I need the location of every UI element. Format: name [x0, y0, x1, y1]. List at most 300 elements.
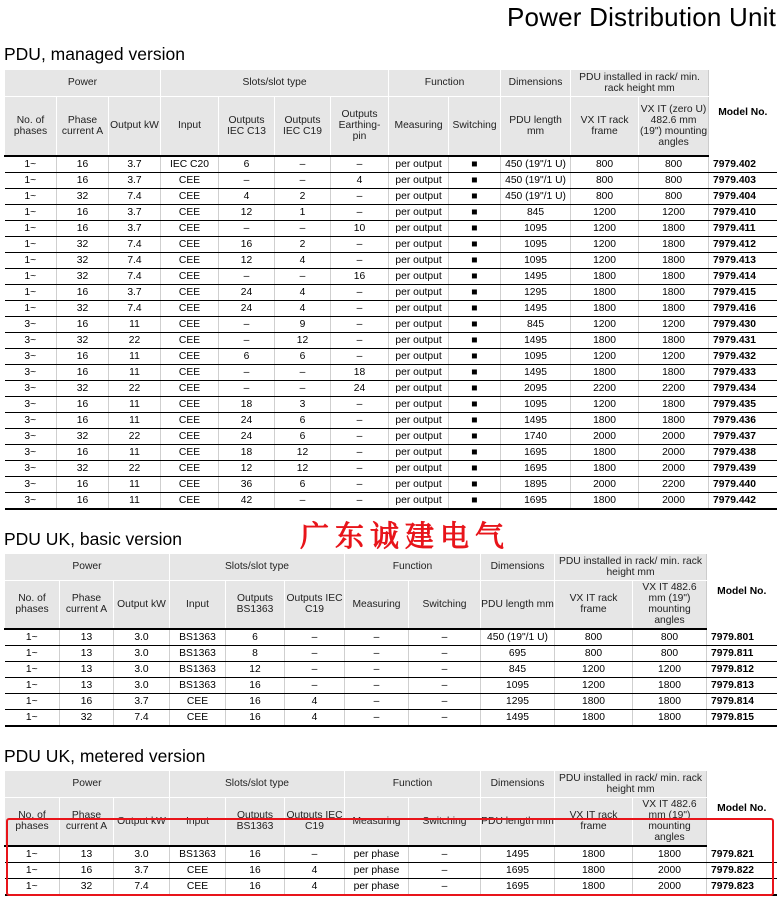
header-outputs-bs1363: Outputs BS1363 — [226, 797, 285, 846]
table-cell: 16 — [226, 863, 285, 879]
table-cell: 1800 — [571, 461, 639, 477]
table-row — [5, 397, 777, 413]
model-number-cell: 7979.434 — [709, 381, 777, 397]
table-cell: 32 — [57, 269, 109, 285]
section-title-uk-metered: PDU UK, metered version — [4, 746, 206, 766]
table-cell: 1800 — [555, 863, 633, 879]
table-cell: BS1363 — [170, 662, 226, 678]
header-switching: Switching — [449, 96, 501, 156]
table-row — [5, 189, 777, 205]
table-cell: – — [331, 413, 389, 429]
table-cell: 3.7 — [114, 863, 170, 879]
table-cell: 3.7 — [109, 221, 161, 237]
table-cell: CEE — [170, 863, 226, 879]
table-cell: 2000 — [633, 863, 707, 879]
table-row — [5, 173, 777, 189]
table-cell: 845 — [501, 317, 571, 333]
table-cell: BS1363 — [170, 846, 226, 863]
table-cell: IEC C20 — [161, 156, 219, 173]
model-number-cell: 7979.822 — [707, 863, 777, 879]
table-cell: per output — [389, 173, 449, 189]
table-cell: 1800 — [555, 694, 633, 710]
table-cell: CEE — [161, 493, 219, 510]
model-number-cell: 7979.812 — [707, 662, 777, 678]
table-row — [5, 237, 777, 253]
table-cell: 4 — [285, 710, 345, 727]
model-number-cell: 7979.412 — [709, 237, 777, 253]
table-cell: 1800 — [555, 879, 633, 896]
header-outputs-c19: Outputs IEC C19 — [285, 797, 345, 846]
table-cell: – — [345, 662, 409, 678]
table-cell: 16 — [57, 445, 109, 461]
table-cell: per output — [389, 301, 449, 317]
table-cell: 16 — [57, 413, 109, 429]
table-cell: – — [331, 189, 389, 205]
table-cell: per phase — [345, 863, 409, 879]
header-outputs-bs1363: Outputs BS1363 — [226, 580, 285, 629]
table-cell: ■ — [449, 381, 501, 397]
managed-table — [4, 70, 777, 510]
table-cell: 16 — [226, 879, 285, 896]
table-row — [5, 493, 777, 510]
table-cell: 450 (19"/1 U) — [501, 189, 571, 205]
table-cell: 1095 — [501, 237, 571, 253]
table-cell: 1200 — [571, 205, 639, 221]
table-cell: per output — [389, 397, 449, 413]
table-cell: 16 — [57, 173, 109, 189]
table-cell: 24 — [219, 413, 275, 429]
table-cell: – — [331, 349, 389, 365]
table-cell: 7.4 — [109, 237, 161, 253]
table-cell: 11 — [109, 317, 161, 333]
table-row — [5, 301, 777, 317]
table-cell: 10 — [331, 221, 389, 237]
table-cell: 32 — [57, 461, 109, 477]
table-cell: CEE — [161, 317, 219, 333]
group-power: Power — [5, 70, 161, 96]
model-number-cell: 7979.801 — [707, 629, 777, 646]
table-cell: 16 — [226, 710, 285, 727]
table-row — [5, 629, 777, 646]
header-output-kw: Output kW — [114, 580, 170, 629]
model-number-cell: 7979.813 — [707, 678, 777, 694]
table-row — [5, 846, 777, 863]
table-row — [5, 445, 777, 461]
header-phases: No. of phases — [5, 797, 60, 846]
table-cell: – — [219, 333, 275, 349]
table-cell: 3~ — [5, 365, 57, 381]
header-output-kw: Output kW — [109, 96, 161, 156]
table-cell: – — [331, 445, 389, 461]
table-cell: 1800 — [639, 237, 709, 253]
table-row — [5, 156, 777, 173]
header-output-kw: Output kW — [114, 797, 170, 846]
table-cell: 800 — [633, 629, 707, 646]
table-cell: 24 — [331, 381, 389, 397]
table-cell: – — [409, 710, 481, 727]
table-cell: 11 — [109, 413, 161, 429]
table-cell: CEE — [161, 349, 219, 365]
table-cell: per output — [389, 477, 449, 493]
table-cell: 450 (19"/1 U) — [501, 156, 571, 173]
table-cell: 9 — [275, 317, 331, 333]
table-cell: 1~ — [5, 710, 60, 727]
table-cell: CEE — [161, 413, 219, 429]
table-cell: 1295 — [481, 694, 555, 710]
table-cell: 1495 — [501, 333, 571, 349]
table-cell: 1~ — [5, 285, 57, 301]
table-cell: 3~ — [5, 477, 57, 493]
group-slots: Slots/slot type — [170, 554, 345, 580]
table-cell: – — [409, 863, 481, 879]
table-cell: 4 — [219, 189, 275, 205]
table-cell: 1800 — [633, 694, 707, 710]
group-function: Function — [345, 554, 481, 580]
table-cell: 1800 — [571, 269, 639, 285]
table-cell: 6 — [275, 413, 331, 429]
table-cell: per output — [389, 156, 449, 173]
table-cell: – — [275, 493, 331, 510]
table-cell: ■ — [449, 317, 501, 333]
table-cell: 3~ — [5, 317, 57, 333]
table-cell: 1~ — [5, 863, 60, 879]
table-cell: – — [275, 269, 331, 285]
table-cell: 800 — [555, 629, 633, 646]
table-row — [5, 863, 777, 879]
header-phase-current: Phase current A — [60, 580, 114, 629]
table-cell: 1800 — [639, 333, 709, 349]
table-cell: – — [285, 646, 345, 662]
table-cell: 1800 — [571, 445, 639, 461]
table-row — [5, 662, 777, 678]
table-cell: per output — [389, 189, 449, 205]
table-cell: 6 — [275, 477, 331, 493]
table-cell: 12 — [219, 253, 275, 269]
table-cell: – — [409, 678, 481, 694]
model-number-cell: 7979.442 — [709, 493, 777, 510]
table-cell: 32 — [57, 301, 109, 317]
table-cell: 1~ — [5, 301, 57, 317]
table-row — [5, 205, 777, 221]
table-cell: 1200 — [639, 317, 709, 333]
table-cell: per phase — [345, 879, 409, 896]
table-cell: CEE — [161, 301, 219, 317]
table-cell: 1800 — [633, 710, 707, 727]
table-cell: 3.7 — [109, 156, 161, 173]
table-cell: 1200 — [555, 678, 633, 694]
table-cell: 7.4 — [114, 710, 170, 727]
table-cell: 3.7 — [109, 285, 161, 301]
table-row — [5, 694, 777, 710]
table-cell: 16 — [57, 317, 109, 333]
table-cell: 1~ — [5, 269, 57, 285]
table-cell: 3~ — [5, 397, 57, 413]
table-cell: 11 — [109, 445, 161, 461]
table-cell: 4 — [285, 694, 345, 710]
table-cell: 7.4 — [109, 189, 161, 205]
table-cell: per output — [389, 413, 449, 429]
table-cell: – — [331, 333, 389, 349]
table-cell: 2200 — [639, 477, 709, 493]
table-cell: 2 — [275, 189, 331, 205]
table-cell: 1~ — [5, 156, 57, 173]
table-cell: per output — [389, 333, 449, 349]
table-cell: 32 — [57, 237, 109, 253]
table-cell: 800 — [639, 173, 709, 189]
table-cell: – — [275, 156, 331, 173]
table-cell: CEE — [161, 445, 219, 461]
table-cell: 16 — [57, 397, 109, 413]
header-model-no: Model No. — [709, 70, 777, 156]
header-measuring: Measuring — [345, 797, 409, 846]
model-number-cell: 7979.403 — [709, 173, 777, 189]
header-input: Input — [170, 580, 226, 629]
table-cell: 11 — [109, 349, 161, 365]
table-cell: per output — [389, 317, 449, 333]
model-number-cell: 7979.811 — [707, 646, 777, 662]
table-cell: – — [275, 381, 331, 397]
table-cell: 1~ — [5, 846, 60, 863]
table-cell: – — [331, 317, 389, 333]
table-cell: 16 — [226, 846, 285, 863]
table-cell: – — [331, 285, 389, 301]
table-cell: 4 — [285, 863, 345, 879]
group-slots: Slots/slot type — [170, 771, 345, 797]
model-number-cell: 7979.440 — [709, 477, 777, 493]
table-cell: BS1363 — [170, 678, 226, 694]
table-cell: 3.7 — [109, 173, 161, 189]
table-cell: 1800 — [639, 301, 709, 317]
table-cell: 1200 — [639, 205, 709, 221]
table-cell: 1495 — [501, 301, 571, 317]
table-cell: 800 — [639, 156, 709, 173]
table-cell: 1095 — [501, 221, 571, 237]
table-cell: 13 — [60, 629, 114, 646]
header-input: Input — [170, 797, 226, 846]
table-cell: per output — [389, 429, 449, 445]
table-cell: CEE — [161, 285, 219, 301]
table-cell: 1800 — [633, 846, 707, 863]
table-cell: – — [219, 381, 275, 397]
table-cell: 800 — [555, 646, 633, 662]
table-cell: – — [409, 629, 481, 646]
table-cell: ■ — [449, 189, 501, 205]
table-cell: ■ — [449, 349, 501, 365]
table-cell: CEE — [170, 879, 226, 896]
model-number-cell: 7979.823 — [707, 879, 777, 896]
header-pdu-length: PDU length mm — [481, 797, 555, 846]
table-cell: 32 — [57, 429, 109, 445]
table-cell: 1495 — [501, 413, 571, 429]
table-cell: 800 — [633, 646, 707, 662]
table-row — [5, 429, 777, 445]
header-switching: Switching — [409, 797, 481, 846]
table-cell: 6 — [226, 629, 285, 646]
table-cell: 3.7 — [109, 205, 161, 221]
table-cell: 22 — [109, 333, 161, 349]
table-cell: 1695 — [481, 879, 555, 896]
table-cell: 1200 — [571, 221, 639, 237]
table-cell: 2000 — [639, 429, 709, 445]
table-cell: 16 — [219, 237, 275, 253]
table-cell: 800 — [639, 189, 709, 205]
header-phases: No. of phases — [5, 96, 57, 156]
table-cell: per output — [389, 461, 449, 477]
header-outputs-earthing: Outputs Earthing- pin — [331, 96, 389, 156]
table-cell: 695 — [481, 646, 555, 662]
table-cell: – — [409, 879, 481, 896]
header-phases: No. of phases — [5, 580, 60, 629]
model-number-cell: 7979.431 — [709, 333, 777, 349]
table-cell: per output — [389, 445, 449, 461]
table-cell: 1800 — [639, 221, 709, 237]
uk-metered-table — [4, 771, 777, 896]
table-cell: CEE — [161, 189, 219, 205]
table-cell: 1800 — [571, 413, 639, 429]
table-cell: 1800 — [571, 365, 639, 381]
table-cell: 16 — [57, 156, 109, 173]
table-cell: – — [219, 269, 275, 285]
group-slots: Slots/slot type — [161, 70, 389, 96]
header-outputs-c19: Outputs IEC C19 — [275, 96, 331, 156]
table-cell: 1 — [275, 205, 331, 221]
table-cell: 1~ — [5, 646, 60, 662]
table-cell: 1~ — [5, 237, 57, 253]
table-cell: 1~ — [5, 879, 60, 896]
table-cell: 1200 — [571, 317, 639, 333]
table-cell: 16 — [60, 694, 114, 710]
table-cell: – — [331, 397, 389, 413]
table-cell: 12 — [219, 461, 275, 477]
table-cell: 1095 — [501, 253, 571, 269]
table-cell: 1~ — [5, 189, 57, 205]
table-cell: ■ — [449, 285, 501, 301]
table-cell: 1695 — [481, 863, 555, 879]
table-cell: 1~ — [5, 221, 57, 237]
table-cell: ■ — [449, 269, 501, 285]
table-cell: 1~ — [5, 678, 60, 694]
table-cell: 1200 — [633, 662, 707, 678]
table-cell: 1800 — [639, 413, 709, 429]
table-cell: 3.0 — [114, 646, 170, 662]
table-cell: – — [409, 846, 481, 863]
table-cell: per output — [389, 349, 449, 365]
table-cell: 16 — [57, 477, 109, 493]
model-number-cell: 7979.436 — [709, 413, 777, 429]
table-cell: per output — [389, 221, 449, 237]
model-number-cell: 7979.437 — [709, 429, 777, 445]
table-cell: 1~ — [5, 253, 57, 269]
table-cell: – — [331, 301, 389, 317]
table-cell: 16 — [57, 205, 109, 221]
table-cell: CEE — [161, 461, 219, 477]
table-cell: 3.0 — [114, 662, 170, 678]
table-cell: 6 — [219, 349, 275, 365]
table-row — [5, 221, 777, 237]
table-cell: per output — [389, 285, 449, 301]
table-cell: 16 — [57, 221, 109, 237]
table-cell: 1800 — [571, 285, 639, 301]
table-cell: 1800 — [571, 301, 639, 317]
model-number-cell: 7979.815 — [707, 710, 777, 727]
table-cell: CEE — [161, 253, 219, 269]
table-row — [5, 333, 777, 349]
table-cell: – — [219, 173, 275, 189]
table-cell: 7.4 — [114, 879, 170, 896]
table-cell: 1800 — [639, 397, 709, 413]
table-cell: – — [345, 694, 409, 710]
table-cell: CEE — [161, 365, 219, 381]
table-cell: ■ — [449, 477, 501, 493]
table-cell: 11 — [109, 365, 161, 381]
table-row — [5, 477, 777, 493]
table-cell: 8 — [226, 646, 285, 662]
table-cell: – — [409, 662, 481, 678]
table-cell: 1200 — [639, 349, 709, 365]
table-cell: 2200 — [571, 381, 639, 397]
table-cell: ■ — [449, 156, 501, 173]
table-cell: 1695 — [501, 461, 571, 477]
model-number-cell: 7979.415 — [709, 285, 777, 301]
uk-basic-table — [4, 554, 777, 727]
table-cell: 2 — [275, 237, 331, 253]
table-cell: CEE — [161, 333, 219, 349]
table-cell: 3~ — [5, 445, 57, 461]
header-phase-current: Phase current A — [60, 797, 114, 846]
table-cell: – — [285, 662, 345, 678]
model-number-cell: 7979.404 — [709, 189, 777, 205]
table-cell: per phase — [345, 846, 409, 863]
header-vx-rack: VX IT rack frame — [571, 96, 639, 156]
table-cell: 7.4 — [109, 253, 161, 269]
table-cell: 4 — [275, 253, 331, 269]
header-input: Input — [161, 96, 219, 156]
table-cell: 3~ — [5, 493, 57, 510]
header-model-no: Model No. — [707, 771, 777, 846]
group-function: Function — [389, 70, 501, 96]
table-row — [5, 678, 777, 694]
table-cell: ■ — [449, 445, 501, 461]
table-cell: CEE — [161, 221, 219, 237]
model-number-cell: 7979.416 — [709, 301, 777, 317]
table-cell: 16 — [57, 349, 109, 365]
table-cell: CEE — [161, 397, 219, 413]
table-cell: CEE — [170, 710, 226, 727]
table-cell: 13 — [60, 646, 114, 662]
table-cell: 16 — [57, 493, 109, 510]
table-cell: 12 — [275, 333, 331, 349]
table-cell: ■ — [449, 237, 501, 253]
table-cell: ■ — [449, 493, 501, 510]
table-cell: 1295 — [501, 285, 571, 301]
table-cell: 11 — [109, 477, 161, 493]
table-cell: CEE — [161, 205, 219, 221]
table-cell: 22 — [109, 381, 161, 397]
table-cell: 4 — [275, 301, 331, 317]
table-cell: 2000 — [633, 879, 707, 896]
model-number-cell: 7979.439 — [709, 461, 777, 477]
table-cell: – — [275, 221, 331, 237]
table-cell: 12 — [226, 662, 285, 678]
table-cell: – — [219, 317, 275, 333]
header-pdu-length: PDU length mm — [501, 96, 571, 156]
table-cell: per output — [389, 381, 449, 397]
table-cell: 1800 — [555, 846, 633, 863]
header-outputs-c19: Outputs IEC C19 — [285, 580, 345, 629]
watermark-text: 广东诚建电气 — [300, 519, 511, 553]
table-cell: 1~ — [5, 694, 60, 710]
model-number-cell: 7979.821 — [707, 846, 777, 863]
